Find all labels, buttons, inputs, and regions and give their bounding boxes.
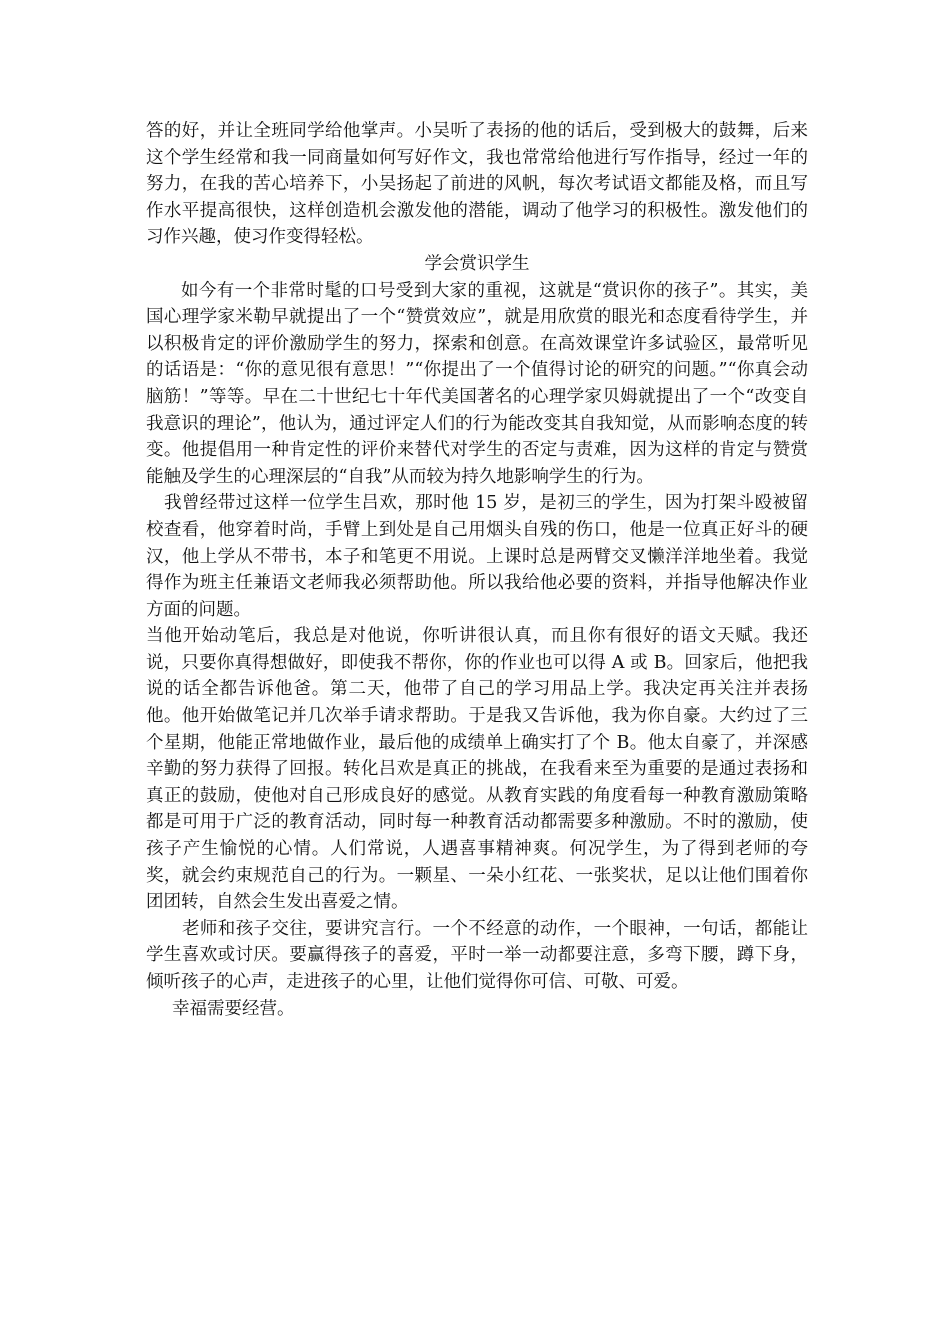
paragraph-appreciation-theory: 如今有一个非常时髦的口号受到大家的重视，这就是“赏识你的孩子”。其实，美国心理学家米勒早就提出了一个“赞赏效应”，就是用欣赏的眼光和态度看待学生，并以积极肯定的评价激励学生的努力，探索和创意。在高效课堂许多试验区，最常听见的话语是：“你的意见很有意思！”“你提出了一个值得讨论的研究的问题。”“你真会动脑筋！”等等。早在二十世纪七十年代美国著名的心理学家贝姆就提出了一个“改变自我意识的理论”，他认为，通过评定人们的行为能改变其自我知觉，从而影响态度的转变。他提倡用一种肯定性的评价来替代对学生的否定与责难，因为这样的肯定与赞赏能触及学生的心理深层的“自我”从而较为持久地影响学生的行为。 — [146, 280, 808, 487]
paragraph-student-story: 我曾经带过这样一位学生吕欢，那时他 15 岁，是初三的学生，因为打架斗殴被留校查看，他穿着时尚，手臂上到处是自己用烟头自残的伤口，他是一位真正好斗的硬汉，他上学从不带书，本子和笔更不用说。上课时总是两臂交叉懒洋洋地坐着。我觉得作为班主任兼语文老师我必须帮助他。所以我给他必要的资料，并指导他解决作业方面的问题。 — [146, 493, 808, 620]
paragraph-encouragement: 当他开始动笔后，我总是对他说，你听讲很认真，而且你有很好的语文天赋。我还说，只要你真得想做好，即使我不帮你，你的作业也可以得 A 或 B。回家后，他把我说的话全都告诉他爸。第二天，他带了自己的学习用品上学。我决定再关注并表扬他。他开始做笔记并几次举手请求帮助。于是我又告诉他，我为你自豪。大约过了三个星期，他能正常地做作业，最后他的成绩单上确实打了个 B。他太自豪了，并深感辛勤的努力获得了回报。转化吕欢是真正的挑战，在我看来至为重要的是通过表扬和真正的鼓励，使他对自己形成良好的感觉。从教育实践的角度看每一种教育激励策略都是可用于广泛的教育活动，同时每一种教育活动都需要多种激励。不时的激励，使孩子产生愉悦的心情。人们常说，人遇喜事精神爽。何况学生，为了得到老师的夸奖，就会约束规范自己的行为。一颗星、一朵小红花、一张奖状，足以让他们围着你团团转，自然会生发出喜爱之情。 — [146, 626, 808, 913]
document-body — [146, 118, 808, 1022]
paragraph-closing: 幸福需要经营。 — [172, 998, 295, 1019]
paragraph-continuation: 答的好，并让全班同学给他掌声。小吴听了表扬的他的话后，受到极大的鼓舞，后来这个学生经常和我一同商量如何写好作文，我也常常给他进行写作指导，经过一年的努力，在我的苦心培养下，小吴扬起了前进的风帆，每次考试语文都能及格，而且写作水平提高很快，这样创造机会激发他的潜能，调动了他学习的积极性。激发他们的习作兴趣，使习作变得轻松。 — [146, 121, 808, 248]
section-heading: 学会赏识学生 — [424, 253, 530, 274]
paragraph-teacher-conduct: 老师和孩子交往，要讲究言行。一个不经意的动作，一个眼神，一句话，都能让学生喜欢或讨厌。要赢得孩子的喜爱，平时一举一动都要注意，多弯下腰，蹲下身，倾听孩子的心声，走进孩子的心里，让他们觉得你可信、可敬、可爱。 — [146, 918, 808, 992]
